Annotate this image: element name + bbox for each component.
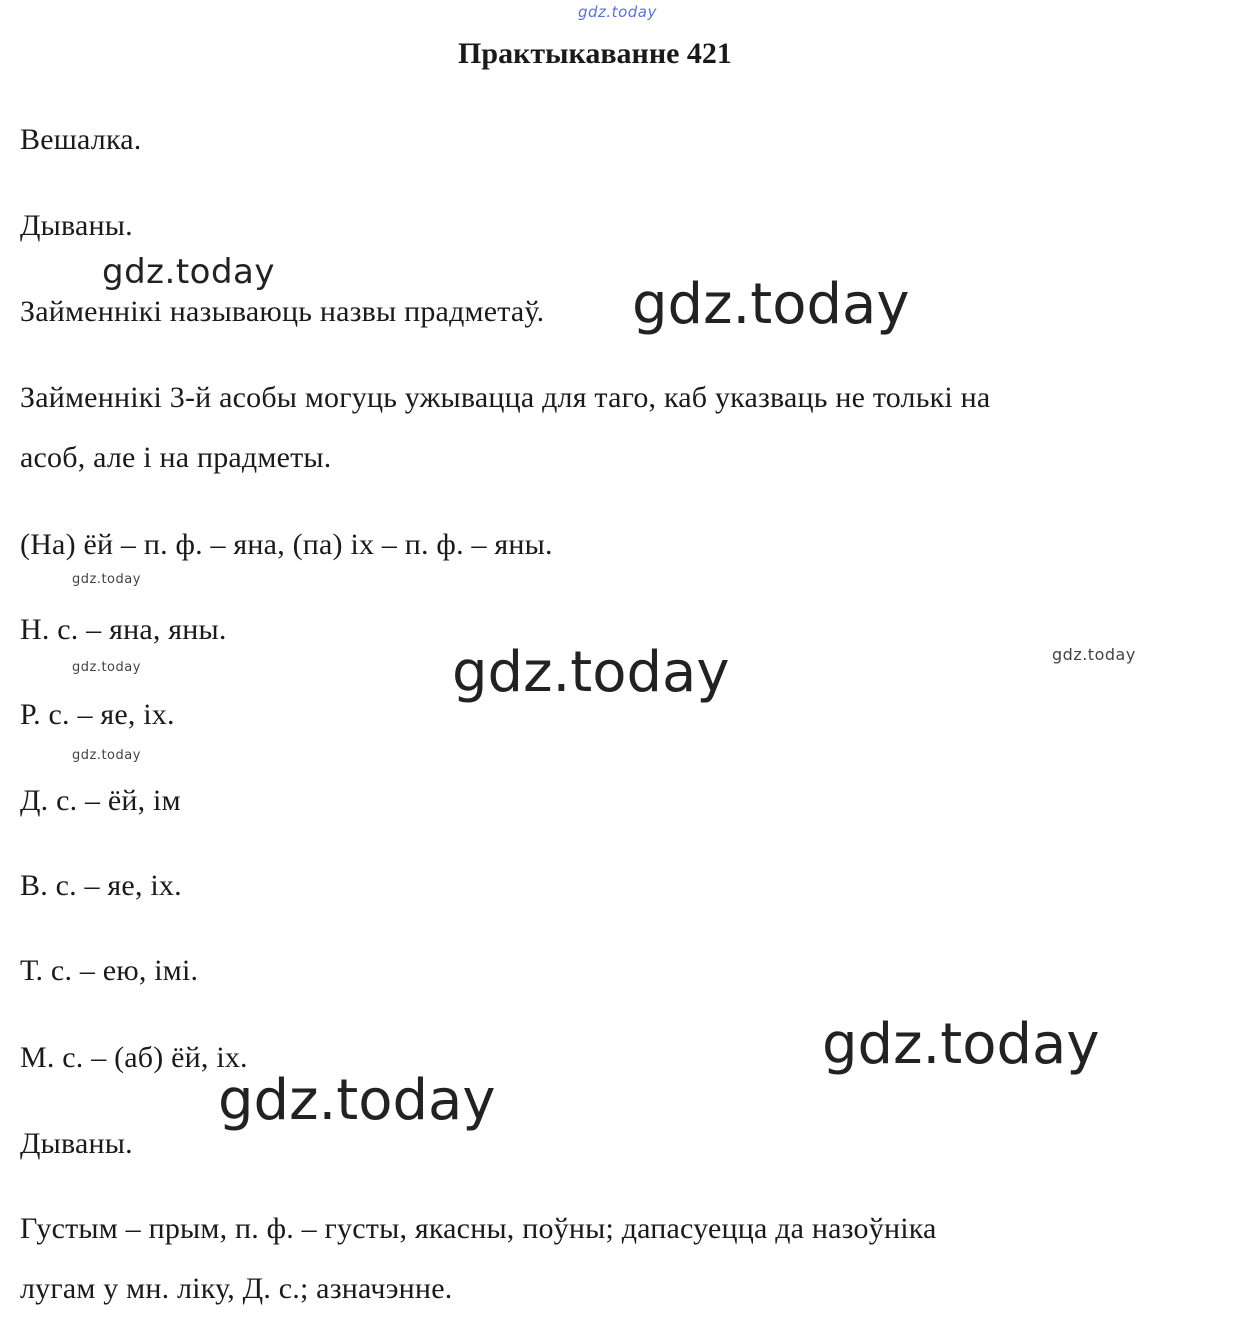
watermark: gdz.today	[632, 272, 910, 337]
text-line-5: асоб, але і на прадметы.	[20, 441, 332, 474]
text-line-4: Займеннікі 3-й асобы могуць ужывацца для таго, каб указваць не толькі на	[20, 381, 991, 414]
page-title: Практыкаванне 421	[458, 37, 732, 70]
text-line-3: Займеннікі называюць назвы прадметаў.	[20, 295, 545, 328]
text-line-2: Дываны.	[20, 209, 133, 242]
text-line-6: (На) ёй – п. ф. – яна, (па) іх – п. ф. – яны.	[20, 528, 553, 561]
text-line-14: Густым – прым, п. ф. – густы, якасны, поўны; дапасуецца да назоўніка	[20, 1212, 937, 1245]
watermark: gdz.today	[72, 748, 141, 763]
watermark: gdz.today	[822, 1012, 1100, 1077]
watermark: gdz.today	[72, 572, 141, 587]
text-line-9: Д. с. – ёй, ім	[20, 784, 181, 817]
text-line-7: Н. с. – яна, яны.	[20, 613, 227, 646]
watermark: gdz.today	[102, 252, 275, 292]
text-line-8: Р. с. – яе, іх.	[20, 698, 175, 731]
watermark: gdz.today	[218, 1068, 496, 1133]
watermark: gdz.today	[72, 660, 141, 675]
text-line-13: Дываны.	[20, 1127, 133, 1160]
text-line-11: Т. с. – ею, імі.	[20, 954, 199, 987]
watermark-top: gdz.today	[578, 3, 657, 21]
watermark: gdz.today	[1052, 645, 1136, 664]
watermark: gdz.today	[452, 640, 730, 705]
text-line-12: М. с. – (аб) ёй, іх.	[20, 1041, 248, 1074]
text-line-10: В. с. – яе, іх.	[20, 869, 182, 902]
text-line-15: лугам у мн. ліку, Д. с.; азначэнне.	[20, 1272, 453, 1305]
text-line-1: Вешалка.	[20, 123, 142, 156]
